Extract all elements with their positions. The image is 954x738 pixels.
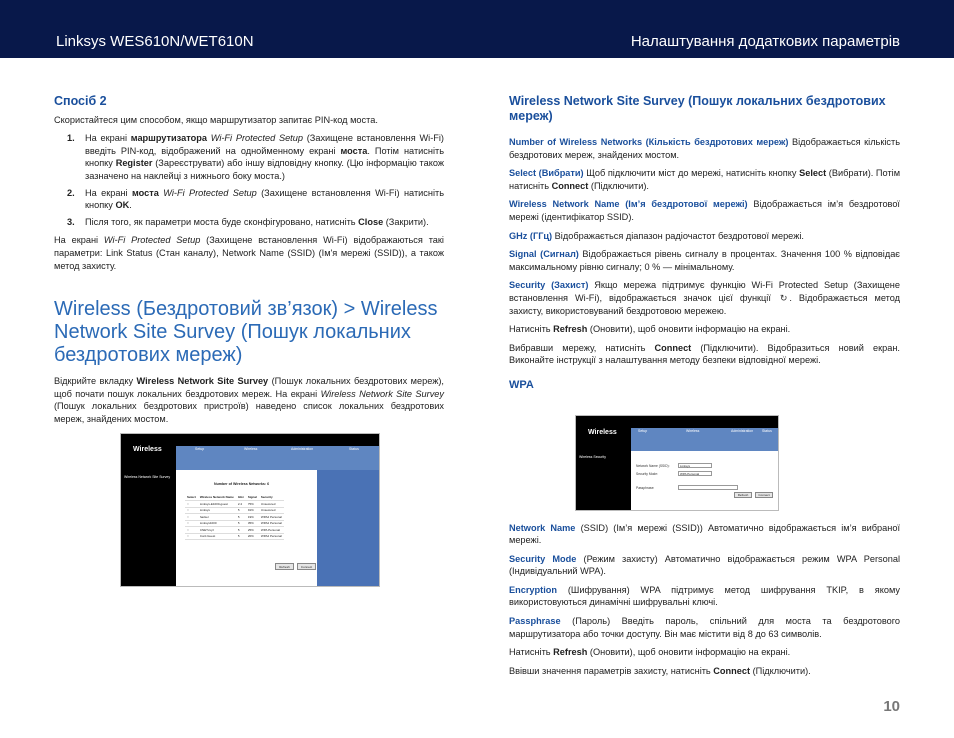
text: . Відображається метод захисту, використовуваний бездротовою мережею. <box>509 292 900 316</box>
step-bold: OK <box>115 200 130 211</box>
cell: 2.4 <box>236 501 246 508</box>
steps-list <box>54 132 444 228</box>
screenshot-right-bar <box>317 470 379 586</box>
select-radio[interactable]: ○ <box>185 527 198 534</box>
screenshot-sidebar <box>121 470 176 586</box>
tab-setup[interactable]: Setup <box>195 447 205 451</box>
text: (Пароль) Введіть пароль, спільний для моста та бездротового маршрутизатора або точки доступу. Він має містити від 8 до 63 символів. <box>509 616 900 639</box>
text: (Вибрати). Потім натисніть <box>509 168 901 191</box>
step-bold: моста <box>340 145 368 156</box>
connect-note <box>509 342 900 367</box>
security-mode-field[interactable]: WPA Personal <box>678 471 712 476</box>
tab-status[interactable]: Status <box>349 447 359 451</box>
step-text: (Зареєструвати) або іншу відповідну кнопку. (Цю інформацію також зазначено на наклейці з нижнього боку моста.) <box>85 158 445 181</box>
cell: hacker <box>198 514 236 521</box>
connect-note-2 <box>509 665 900 678</box>
text: Ввівши значення параметрів захисту, натисніть <box>509 665 714 676</box>
survey-paragraph <box>54 375 444 425</box>
col-header: Signal <box>247 495 257 499</box>
text-bold: Refresh <box>553 647 588 658</box>
col-header: Wireless Network Name <box>199 495 234 499</box>
text: (SSID) (Ім’я мережі (SSID)) Автоматично відображається ім’я вибраної мережі. <box>509 522 900 546</box>
term: Security (Захист) <box>509 280 589 291</box>
cell: 35% <box>246 520 259 527</box>
cell: 20% <box>246 533 259 540</box>
cell: 5 <box>236 520 246 527</box>
text-bold: Refresh <box>553 324 588 335</box>
tab-administration[interactable]: Administration <box>731 429 754 433</box>
def-security-mode <box>509 553 900 578</box>
tab-status[interactable]: Status <box>762 429 772 433</box>
cell: Linksys-E1000-guest <box>198 501 236 508</box>
cell: 5 <box>236 507 246 514</box>
section-heading: Wireless (Бездротовий зв’язок) > Wireless Network Site Survey (Пошук локальних бездротових мереж) <box>54 298 438 367</box>
page-number: 10 <box>883 698 900 715</box>
networks-count-title: Number of Wireless Networks: 6 <box>214 482 270 486</box>
step-text: . Потім натисніть кнопку <box>85 145 444 169</box>
wps-info-paragraph <box>54 234 444 272</box>
step-text: На екрані <box>85 187 132 198</box>
screenshot-nav <box>631 428 778 451</box>
site-survey-screenshot <box>120 433 380 587</box>
step-bold: маршрутизатора <box>130 133 207 144</box>
text-bold: Connect <box>654 342 692 353</box>
cell: 19% <box>246 514 259 521</box>
right-column <box>509 94 900 683</box>
term: Encryption <box>509 584 557 595</box>
term: Signal (Сигнал) <box>509 249 579 260</box>
text: Натисніть <box>509 647 554 658</box>
text-italic: Wireless Network Site Survey <box>320 388 445 399</box>
cell: Linksys <box>198 507 236 514</box>
step-text: . <box>129 200 132 211</box>
cell: 5 <box>236 533 246 540</box>
step-bold: моста <box>131 187 159 198</box>
text: Якщо мережа підтримує функцію Wi-Fi Protected Setup (Захищене встановлення Wi-Fi), відображається значок цієї функції <box>509 280 900 303</box>
text-bold: Connect <box>713 665 751 676</box>
method-heading: Спосіб 2 <box>54 94 107 108</box>
security-mode-label: Security Mode: <box>636 472 658 476</box>
cell: 25% <box>246 527 259 534</box>
cell: WPA2 Personal <box>260 534 282 539</box>
text: (Підключити). <box>588 180 649 191</box>
connect-button[interactable]: Connect <box>297 563 316 570</box>
screenshot-side-label: Wireless Security <box>579 455 607 459</box>
col-header: GHz <box>237 495 244 499</box>
term: Security Mode <box>509 553 577 564</box>
def-name <box>509 198 900 223</box>
text: (Режим захисту) Автоматично відображається режим WPA Personal (Індивідуальний WPA). <box>509 553 900 577</box>
cell: Unsecured <box>259 501 284 508</box>
screenshot-content <box>179 474 316 584</box>
step-bold: Close <box>358 216 384 227</box>
step-text: На екрані <box>85 133 131 144</box>
text: (Пошук локальних бездротових пристроїв) наведено список локальних бездротових мереж, знайдених мостом. <box>54 401 444 424</box>
networks-table <box>185 494 284 540</box>
select-radio[interactable]: ○ <box>185 507 198 514</box>
term: Passphrase <box>509 616 561 627</box>
def-passphrase <box>509 615 900 640</box>
cell: 75% <box>246 501 259 508</box>
def-select <box>509 167 900 192</box>
screenshot-side-label: Wireless Network Site Survey <box>124 475 171 479</box>
select-radio[interactable]: ○ <box>185 501 198 508</box>
text: (Підключити). <box>750 665 811 676</box>
text: Щоб підключити міст до мережі, натисніть кнопку <box>583 168 800 179</box>
method-intro: Скористайтеся цим способом, якщо маршрутизатор запитає PIN-код моста. <box>54 114 378 125</box>
text-bold: Connect <box>551 180 589 191</box>
cell: Linksys1000 <box>198 520 236 527</box>
right-heading: Wireless Network Site Survey (Пошук локальних бездротових мереж) <box>509 94 886 123</box>
table-row <box>185 533 284 540</box>
text: (Захищене встановлення Wi-Fi) відображаються такі параметри: Link Status (Стан каналу), Network Name (SSID) (Ім'я мережі (SSID)), а також метод захисту. <box>54 235 444 271</box>
text-italic: Wi-Fi Protected Setup <box>103 235 201 246</box>
header-section-title: Налаштування додаткових параметрів <box>630 33 900 50</box>
select-radio[interactable]: ○ <box>185 514 198 521</box>
refresh-note <box>509 323 900 336</box>
step-number: 2. <box>67 187 75 198</box>
select-radio[interactable]: ○ <box>185 520 198 527</box>
ssid-field[interactable]: Linksys <box>678 463 712 468</box>
refresh-button[interactable]: Refresh <box>275 563 294 570</box>
term: GHz (ГГц) <box>509 230 553 241</box>
text: Відображається діапазон радіочастот бездротової мережі. <box>552 230 804 241</box>
text: (Оновити), щоб оновити інформацію на екрані. <box>587 324 791 335</box>
step-text: (Захищене встановлення Wi-Fi) введіть PIN-код, відображений на однойменному екрані <box>85 133 444 156</box>
cell: 5 <box>236 514 246 521</box>
text: (Оновити), щоб оновити інформацію на екрані. <box>587 647 791 658</box>
passphrase-label: Passphrase: <box>636 486 655 490</box>
tab-administration[interactable]: Administration <box>291 447 314 451</box>
text: Відображається рівень сигналу в процентах. Значення 100 % відповідає максимальному рівню сигналу; 0 % — мінімальному. <box>509 249 900 272</box>
wps-icon: ↻ <box>779 292 788 303</box>
col-header: Select <box>187 495 196 499</box>
passphrase-field[interactable] <box>678 485 738 490</box>
text: Відкрийте вкладку <box>54 376 137 387</box>
def-signal <box>509 248 900 273</box>
step-2 <box>54 187 444 212</box>
tab-wireless[interactable]: Wireless <box>244 447 258 451</box>
def-encryption <box>509 584 900 609</box>
cell: Conf-Guest <box>198 533 236 540</box>
step-italic: Wi-Fi Protected Setup <box>163 187 257 198</box>
tab-setup[interactable]: Setup <box>638 429 648 433</box>
term: Select (Вибрати) <box>509 168 584 179</box>
text: Відображається ім’я бездротової мережі (ідентифікатор SSID). <box>509 199 900 222</box>
cell: Unsecured <box>259 507 284 514</box>
step-bold: Register <box>115 158 153 169</box>
left-column <box>54 92 444 432</box>
def-network-name <box>509 522 900 547</box>
text: (Підключити). Відобразиться новий екран. Виконайте інструкції з налаштування методу безпеки відповідної мережі. <box>509 342 900 366</box>
cell: 5 <box>236 527 246 534</box>
screenshot-brand: Wireless <box>133 446 162 453</box>
select-radio[interactable]: ○ <box>185 533 198 540</box>
text-bold: Wireless Network Site Survey <box>136 376 269 387</box>
wpa-heading: WPA <box>509 378 534 391</box>
connect-button[interactable]: Connect <box>755 492 773 498</box>
term: Number of Wireless Networks (Кількість бездротових мереж) <box>509 137 789 147</box>
col-header: Security <box>259 494 284 501</box>
text-bold: Select <box>799 168 827 179</box>
def-security <box>509 279 900 317</box>
text: Вибравши мережу, натисніть <box>509 342 655 353</box>
text: (Шифрування) WPA підтримує метод шифрування TKIP, в якому використовуються динамічні шифрувальні ключі. <box>509 584 900 608</box>
def-ghz <box>509 230 900 243</box>
step-3 <box>54 216 444 229</box>
refresh-note-2 <box>509 646 900 659</box>
screenshot-brand: Wireless <box>588 429 617 436</box>
cell: WPA2 Personal <box>260 514 282 519</box>
step-text: (Захищене встановлення Wi-Fi) натисніть кнопку <box>85 187 444 211</box>
text: На екрані <box>54 235 104 246</box>
step-text: (Закрити). <box>383 216 429 227</box>
def-networks <box>509 136 900 161</box>
cell: CNETxxyz <box>198 527 236 534</box>
wireless-security-screenshot <box>575 415 779 511</box>
ssid-label: Network Name (SSID): <box>636 464 670 468</box>
cell: WPA Personal <box>259 527 284 534</box>
page-header <box>0 0 954 58</box>
cell: 91% <box>246 507 259 514</box>
screenshot-sidebar <box>576 451 631 510</box>
cell: WPA2 Personal <box>260 521 282 526</box>
tab-wireless[interactable]: Wireless <box>686 429 700 433</box>
text: Натисніть <box>509 324 554 335</box>
term: Network Name <box>509 522 576 533</box>
step-number: 1. <box>67 133 75 144</box>
step-text: Після того, як параметри моста буде сконфігуровано, натисніть <box>85 216 359 227</box>
text: (Пошук локальних бездротових мереж), щоб почати пошук локальних бездротових мереж. На екрані <box>54 376 444 399</box>
term: Wireless Network Name (Ім’я бездротової мережі) <box>509 199 748 210</box>
refresh-button[interactable]: Refresh <box>734 492 752 498</box>
step-number: 3. <box>67 216 75 227</box>
text: Відображається кількість бездротових мереж, знайдених мостом. <box>509 137 900 160</box>
step-1 <box>54 132 444 182</box>
step-italic: Wi-Fi Protected Setup <box>210 133 303 144</box>
header-product-title: Linksys WES610N/WET610N <box>56 33 254 50</box>
